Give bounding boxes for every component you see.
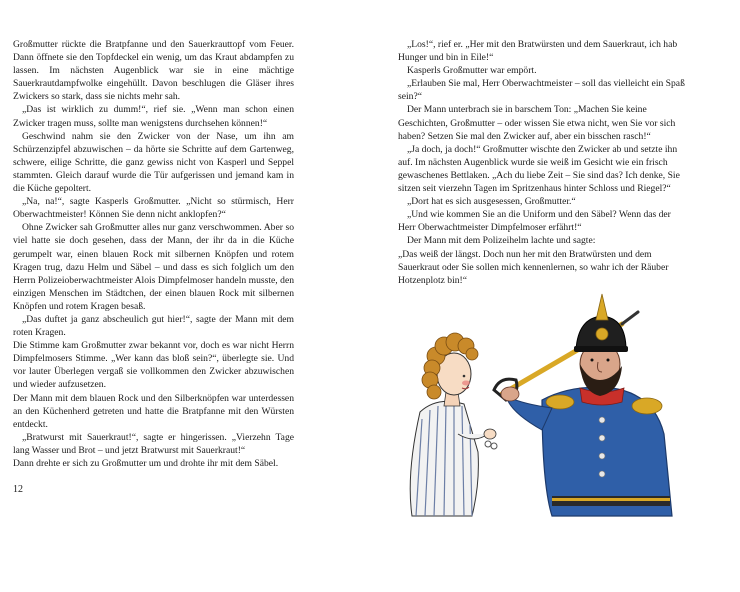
paragraph: „Erlauben Sie mal, Herr Oberwachtmeister – soll das vielleicht ein Spaß sein?“ (398, 78, 685, 103)
paragraph: Großmutter rückte die Bratpfanne und den Sauerkrauttopf vom Feuer. Dann öffnete sie den Topfdeckel ein wenig, um das Kraut abdampfen zu lassen. Im nächsten Augenblick war sie in eine mächtige Sauerkrautdampfwolke eingehüllt. Davon beschlugen die Gläser ihres Zwickers so stark, dass sie nichts mehr sah. (13, 39, 294, 103)
pince-nez-icon (485, 441, 497, 449)
left-page-text (13, 38, 294, 470)
paragraph: Der Mann mit dem blauen Rock und den Silberknöpfen war unterdessen an den Küchenherd getreten und hatte die Bratpfanne mit den Würsten entdeckt. (13, 392, 294, 430)
paragraph: Ohne Zwicker sah Großmutter alles nur ganz verschwommen. Aber so viel hatte sie doch gesehen, dass der Mann, der ihr da in die Küche gerumpelt war, einen blauen Rock mit silbernen Knöpfen und rotem Kragen trug, dazu Helm und Säbel – und dass es sich folglich um den Herrn Polizeioberwachtmeister Alois Dimpfelmoser handeln musste, den einzigen Menschen im Städtchen, der einen blauen Rock mit silbernen Knöpfen und rotem Kragen besaß. (13, 222, 294, 312)
robber-figure (494, 294, 672, 516)
paragraph: Der Mann mit dem Polizeihelm lachte und sagte: (407, 235, 596, 247)
paragraph: Dann drehte er sich zu Großmutter um und drohte ihr mit dem Säbel. (13, 458, 279, 469)
paragraph: „Das weiß der längst. Doch nun her mit den Bratwürsten und dem Sauerkraut oder Sie sollen mich kennenlernen, so wahr ich der Räuber Hotzenplotz bin!“ (398, 248, 669, 286)
paragraph: „Los!“, rief er. „Her mit den Bratwürsten und dem Sauerkraut, ich hab Hunger und bin in Eile!“ (398, 39, 678, 64)
paragraph: „Bratwurst mit Sauerkraut!“, sagte er hingerissen. „Vierzehn Tage lang Wasser und Brot – und jetzt Bratwurst mit Sauerkraut!“ (13, 431, 294, 456)
paragraph: „Und wie kommen Sie an die Uniform und den Säbel? Wenn das der Herr Oberwachtmeister Dimpfelmoser erfährt!“ (398, 209, 671, 234)
right-page-text (398, 38, 688, 287)
paragraph: Der Mann unterbrach sie in barschem Ton: „Machen Sie keine Geschichten, Großmutter – oder wissen Sie etwa nicht, wen Sie vor sich haben? Setzen Sie mal den Zwicker auf, aber ein bisschen rasch!“ (398, 104, 676, 142)
paragraph: „Na, na!“, sagte Kasperls Großmutter. „Nicht so stürmisch, Herr Oberwachtmeister! Können Sie denn nicht anklopfen?“ (13, 196, 294, 221)
paragraph: Geschwind nahm sie den Zwicker von der Nase, um ihn am Schürzenzipfel abzuwischen – da hörte sie Schritte auf dem Gartenweg, schwere, eilige Schritte, die ganz gewiss nicht von Kasperl und Seppel stammten. Gleich darauf wurde die Tür aufgerissen und jemand kam in die Küche gepoltert. (13, 130, 294, 195)
grandmother-figure (410, 333, 497, 516)
paragraph: „Ja doch, ja doch!“ Großmutter wischte den Zwicker ab und setzte ihn auf. Im nächsten Augenblick wurde sie weiß im Gesicht wie ein frisch gewaschenes Bettlaken. „Ach du liebe Zeit – Sie sind das? Ich denke, Sie sitzen seit vierzehn Tagen im Spritzenhaus hinter Schloss und Riegel?“ (398, 143, 680, 195)
illustration-grandmother-and-robber (392, 284, 682, 520)
page-number: 12 (13, 484, 23, 495)
paragraph: Die Stimme kam Großmutter zwar bekannt vor, doch es war nicht Herrn Dimpfelmosers Stimme. „Wer kann das bloß sein?“, überlegte sie. Und vor lauter Überlegen vergaß sie vollkommen den Zwicker abzuwischen und wieder aufzusetzen. (13, 340, 294, 391)
paragraph: Kasperls Großmutter war empört. (407, 65, 537, 77)
paragraph: „Dort hat es sich ausgesessen, Großmutter.“ (407, 196, 576, 208)
paragraph: „Das duftet ja ganz abscheulich gut hier!“, sagte der Mann mit dem roten Kragen. (13, 313, 294, 339)
paragraph: „Das ist wirklich zu dumm!“, rief sie. „Wenn man schon einen Zwicker tragen muss, sollte man wenigstens durchsehen können!“ (13, 104, 294, 129)
